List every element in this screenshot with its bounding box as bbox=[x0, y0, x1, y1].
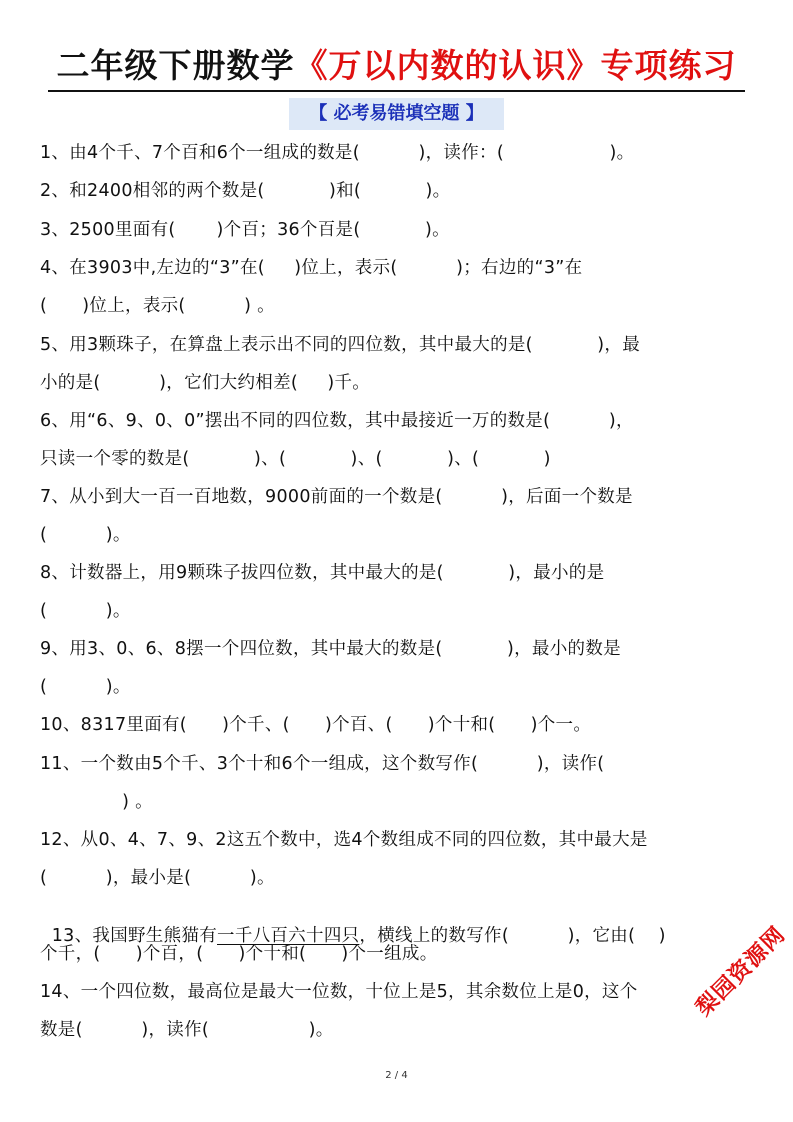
question-11-line1: 11、一个数由5个千、3个十和6个一组成，这个数写作( )，读作( bbox=[40, 754, 605, 774]
worksheet-title bbox=[0, 44, 793, 88]
question-7-line2: ( )。 bbox=[40, 525, 131, 545]
question-9-line1: 9、用3、0、6、8摆一个四位数，其中最大的数是( )，最小的数是 bbox=[40, 639, 621, 659]
question-3: 3、2500里面有( )个百；36个百是( )。 bbox=[40, 220, 450, 240]
question-12-line2: ( )，最小是( )。 bbox=[40, 868, 275, 888]
question-11-line2: ) 。 bbox=[40, 792, 153, 812]
question-7-line1: 7、从小到大一百一百地数，9000前面的一个数是( )，后面一个数是 bbox=[40, 487, 633, 507]
question-5-line1: 5、用3颗珠子，在算盘上表示出不同的四位数，其中最大的是( )，最 bbox=[40, 335, 641, 355]
question-4-line2: ( )位上，表示( ) 。 bbox=[40, 296, 275, 316]
section-heading: 【 必考易错填空题 】 bbox=[289, 98, 504, 130]
question-13-suffix: ，横线上的数写作( )，它由( ) bbox=[359, 926, 666, 946]
question-13-line2: 个千，( )个百，( )个十和( )个一组成。 bbox=[40, 944, 438, 964]
question-4-line1: 4、在3903中,左边的“3”在( )位上，表示( )；右边的“3”在 bbox=[40, 258, 583, 278]
title-topic: 《万以内数的认识》专项练习 bbox=[294, 46, 737, 85]
page-number: 2 / 4 bbox=[385, 1070, 408, 1081]
question-5-line2: 小的是( )，它们大约相差( )千。 bbox=[40, 373, 371, 393]
question-14-line1: 14、一个四位数，最高位是最大一位数，十位上是5，其余数位上是0，这个 bbox=[40, 982, 638, 1002]
question-8-line1: 8、计数器上，用9颗珠子拔四位数，其中最大的是( )，最小的是 bbox=[40, 563, 605, 583]
watermark-logo: 梨园资源网 bbox=[691, 922, 791, 1022]
question-9-line2: ( )。 bbox=[40, 677, 131, 697]
title-grade: 二年级下册数学 bbox=[56, 46, 295, 85]
question-8-line2: ( )。 bbox=[40, 601, 131, 621]
question-12-line1: 12、从0、4、7、9、2这五个数中，选4个数组成不同的四位数，其中最大是 bbox=[40, 830, 648, 850]
question-14-line2: 数是( )，读作( )。 bbox=[40, 1020, 334, 1040]
question-6-line1: 6、用“6、9、0、0”摆出不同的四位数，其中最接近一万的数是( )， bbox=[40, 411, 634, 431]
question-2: 2、和2400相邻的两个数是( )和( )。 bbox=[40, 181, 451, 201]
question-13-prefix: 13、我国野生熊猫有 bbox=[51, 926, 218, 946]
underlined-number-words: 一千八百六十四只 bbox=[217, 926, 360, 946]
question-6-line2: 只读一个零的数是( )、( )、( )、( ) bbox=[40, 449, 551, 469]
question-1: 1、由4个千、7个百和6个一组成的数是( )，读作：( )。 bbox=[40, 143, 635, 163]
question-10: 10、8317里面有( )个千、( )个百、( )个十和( )个一。 bbox=[40, 715, 592, 735]
question-13-line1 bbox=[40, 906, 760, 946]
title-underline bbox=[48, 90, 745, 92]
